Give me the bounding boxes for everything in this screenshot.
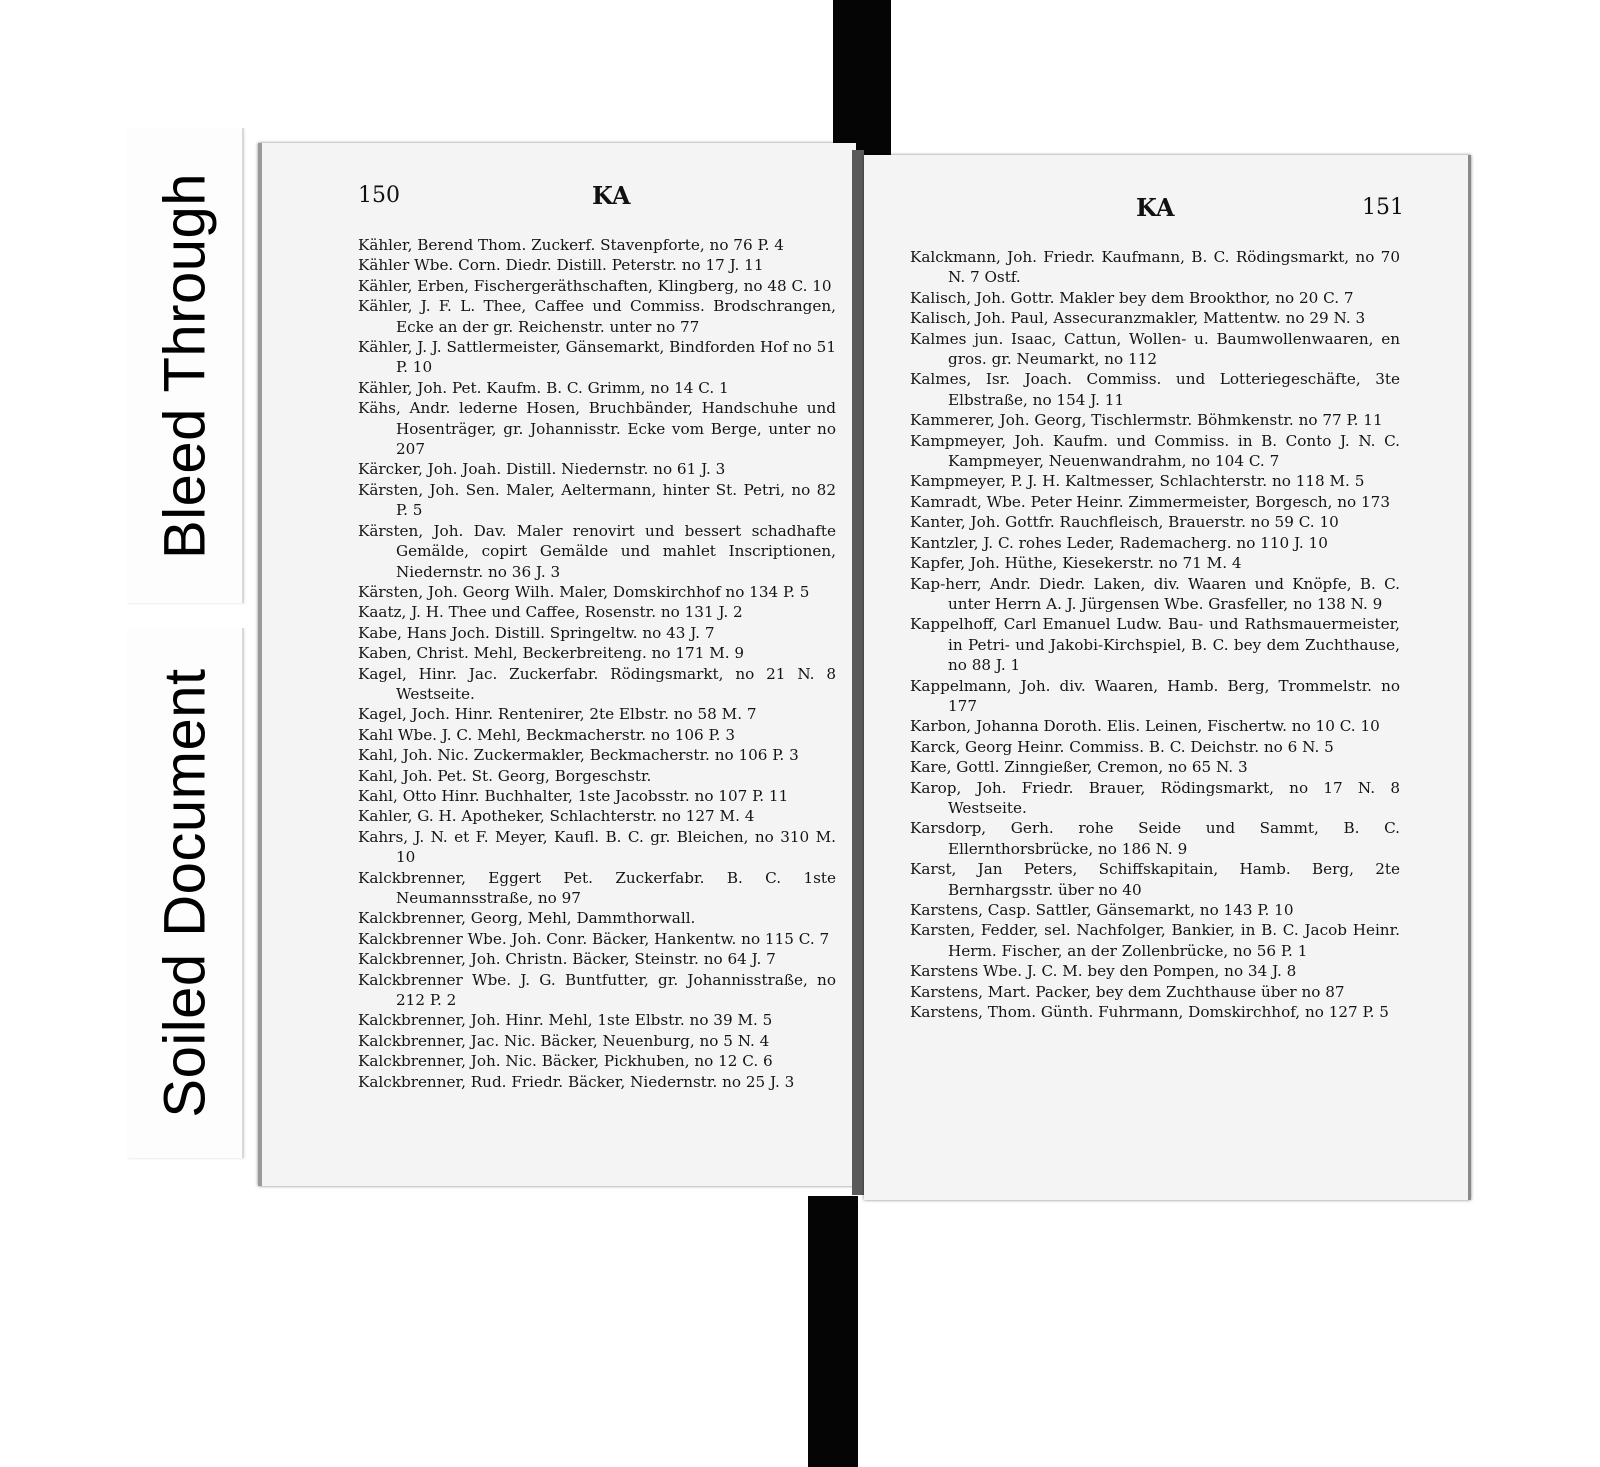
directory-entry: Kähler Wbe. Corn. Diedr. Distill. Peterstr. no 17 J. 11 [358,256,764,275]
directory-entry: Kalmes jun. Isaac, Cattun, Wollen- u. Baumwollenwaaren, en gros. gr. Neumarkt, no 112 [910,329,1400,369]
directory-entry: Kähler, Erben, Fischergeräthschaften, Klingberg, no 48 C. 10 [358,276,832,295]
directory-entry: Kaben, Christ. Mehl, Beckerbreiteng. no 171 M. 9 [358,644,745,663]
book-gutter [852,150,864,1195]
directory-entry: Kahl, Joh. Pet. St. Georg, Borgeschstr. [358,766,652,785]
left-entry-list [358,235,836,1092]
directory-entry: Kap-herr, Andr. Diedr. Laken, div. Waaren und Knöpfe, B. C. unter Herrn A. J. Jürgensen Wbe. Grasfeller, no 138 N. 9 [910,574,1400,613]
directory-entry: Kalckbrenner, Rud. Friedr. Bäcker, Niedernstr. no 25 J. 3 [358,1072,795,1091]
binding-strip-bottom [808,1196,858,1467]
soiled-document-label-card [127,628,244,1158]
directory-entry: Kantzler, J. C. rohes Leder, Rademacherg. no 110 J. 10 [910,533,1328,552]
directory-entry: Kampmeyer, Joh. Kaufm. und Commiss. in B. Conto J. N. C. Kampmeyer, Neuenwandrahm, no 104 C. 7 [910,431,1400,471]
directory-entry: Kaatz, J. H. Thee und Caffee, Rosenstr. no 131 J. 2 [358,603,743,622]
directory-entry: Kähler, Joh. Pet. Kaufm. B. C. Grimm, no 14 C. 1 [358,378,729,397]
right-page-number: 151 [1362,195,1404,220]
directory-entry: Kahler, G. H. Apotheker, Schlachterstr. no 127 M. 4 [358,807,755,826]
directory-entry: Kamradt, Wbe. Peter Heinr. Zimmermeister, Borgesch, no 173 [910,492,1390,511]
left-page-running-head: KA [592,181,631,210]
directory-entry: Kahrs, J. N. et F. Meyer, Kaufl. B. C. gr. Bleichen, no 310 M. 10 [358,827,836,867]
directory-entry: Kalckbrenner, Joh. Christn. Bäcker, Steinstr. no 64 J. 7 [358,950,776,969]
directory-entry: Kalckbrenner Wbe. Joh. Conr. Bäcker, Hankentw. no 115 C. 7 [358,929,830,948]
directory-entry: Kärcker, Joh. Joah. Distill. Niedernstr. no 61 J. 3 [358,460,726,479]
directory-entry: Kahl, Joh. Nic. Zuckermakler, Beckmacherstr. no 106 P. 3 [358,746,799,765]
directory-entry: Karsdorp, Gerh. rohe Seide und Sammt, B. C. Ellernthorsbrücke, no 186 N. 9 [910,819,1400,858]
directory-entry: Karbon, Johanna Doroth. Elis. Leinen, Fischertw. no 10 C. 10 [910,717,1380,736]
directory-entry: Kalckbrenner, Eggert Pet. Zuckerfabr. B. C. 1ste Neumannsstraße, no 97 [358,868,836,907]
directory-entry: Kalmes, Isr. Joach. Commiss. und Lotteriegeschäfte, 3te Elbstraße, no 154 J. 11 [910,370,1400,409]
right-page-running-head: KA [1136,193,1175,222]
directory-entry: Karstens Wbe. J. C. M. bey den Pompen, no 34 J. 8 [910,962,1297,981]
soiled-document-label: Soiled Document [152,668,217,1118]
directory-entry: Karstens, Casp. Sattler, Gänsemarkt, no 143 P. 10 [910,901,1294,919]
directory-entry: Kalckbrenner, Joh. Nic. Bäcker, Pickhuben, no 12 C. 6 [358,1052,773,1071]
directory-entry: Karck, Georg Heinr. Commiss. B. C. Deichstr. no 6 N. 5 [910,737,1334,756]
left-page-header [262,183,856,223]
directory-entry: Kärsten, Joh. Dav. Maler renovirt und bessert schadhafte Gemälde, copirt Gemälde und mahlet Inscriptionen, Niedernstr. no 36 J. 3 [358,521,836,581]
bleed-through-label: Bleed Through [152,172,217,559]
directory-entry: Kähler, Berend Thom. Zuckerf. Stavenpforte, no 76 P. 4 [358,236,784,254]
directory-entry: Kähler, J. F. L. Thee, Caffee und Commiss. Brodschrangen, Ecke an der gr. Reichenstr. unter no 77 [358,297,836,336]
directory-entry: Kalckbrenner, Georg, Mehl, Dammthorwall. [358,909,696,928]
directory-entry: Karst, Jan Peters, Schiffskapitain, Hamb. Berg, 2te Bernhargsstr. über no 40 [910,860,1400,899]
directory-entry: Kahl, Otto Hinr. Buchhalter, 1ste Jacobsstr. no 107 P. 11 [358,786,789,805]
directory-entry: Kähler, J. J. Sattlermeister, Gänsemarkt, Bindforden Hof no 51 P. 10 [358,338,836,377]
bleed-through-label-card [127,128,244,603]
directory-entry: Kärsten, Joh. Georg Wilh. Maler, Domskirchhof no 134 P. 5 [358,582,810,601]
directory-entry: Kapfer, Joh. Hüthe, Kiesekerstr. no 71 M. 4 [910,554,1242,573]
directory-entry: Karstens, Mart. Packer, bey dem Zuchthause über no 87 [910,982,1345,1001]
directory-entry: Kagel, Joch. Hinr. Rentenirer, 2te Elbstr. no 58 M. 7 [358,705,757,724]
right-page [864,155,1471,1200]
directory-entry: Karsten, Fedder, sel. Nachfolger, Bankier, in B. C. Jacob Heinr. Herm. Fischer, an der Zollenbrücke, no 56 P. 1 [910,921,1400,960]
directory-entry: Karstens, Thom. Günth. Fuhrmann, Domskirchhof, no 127 P. 5 [910,1003,1389,1022]
directory-entry: Kahl Wbe. J. C. Mehl, Beckmacherstr. no 106 P. 3 [358,725,735,744]
directory-entry: Kagel, Hinr. Jac. Zuckerfabr. Rödingsmarkt, no 21 N. 8 Westseite. [358,664,836,703]
directory-entry: Kammerer, Joh. Georg, Tischlermstr. Böhmkenstr. no 77 P. 11 [910,411,1383,430]
directory-entry: Kampmeyer, P. J. H. Kaltmesser, Schlachterstr. no 118 M. 5 [910,472,1365,491]
directory-entry: Kalisch, Joh. Gottr. Makler bey dem Brookthor, no 20 C. 7 [910,288,1354,307]
binding-strip-top [833,0,891,160]
directory-entry: Kähs, Andr. lederne Hosen, Bruchbänder, Handschuhe und Hosenträger, gr. Johannisstr. Ecke vom Berge, unter no 207 [358,399,836,459]
left-page-number: 150 [358,183,400,208]
directory-entry: Kanter, Joh. Gottfr. Rauchfleisch, Brauerstr. no 59 C. 10 [910,513,1339,532]
directory-entry: Kalckmann, Joh. Friedr. Kaufmann, B. C. Rödingsmarkt, no 70 N. 7 Ostf. [910,248,1400,287]
left-page [258,143,856,1186]
directory-entry: Kalckbrenner, Jac. Nic. Bäcker, Neuenburg, no 5 N. 4 [358,1031,770,1050]
directory-entry: Kappelmann, Joh. div. Waaren, Hamb. Berg, Trommelstr. no 177 [910,676,1400,715]
directory-entry: Kärsten, Joh. Sen. Maler, Aeltermann, hinter St. Petri, no 82 P. 5 [358,480,836,520]
directory-entry: Kappelhoff, Carl Emanuel Ludw. Bau- und Rathsmauermeister, in Petri- und Jakobi-Kirchspiel, B. C. bey dem Zuchthause, no 88 J. 1 [910,615,1400,675]
directory-entry: Kalckbrenner Wbe. J. G. Buntfutter, gr. Johannisstraße, no 212 P. 2 [358,970,836,1010]
directory-entry: Karop, Joh. Friedr. Brauer, Rödingsmarkt, no 17 N. 8 Westseite. [910,778,1400,817]
directory-entry: Kabe, Hans Joch. Distill. Springeltw. no 43 J. 7 [358,623,715,642]
directory-entry: Kalckbrenner, Joh. Hinr. Mehl, 1ste Elbstr. no 39 M. 5 [358,1011,773,1030]
right-entry-list [910,247,1400,1022]
right-page-header [864,195,1468,235]
directory-entry: Kalisch, Joh. Paul, Assecuranzmakler, Mattentw. no 29 N. 3 [910,309,1366,328]
directory-entry: Kare, Gottl. Zinngießer, Cremon, no 65 N. 3 [910,758,1248,777]
